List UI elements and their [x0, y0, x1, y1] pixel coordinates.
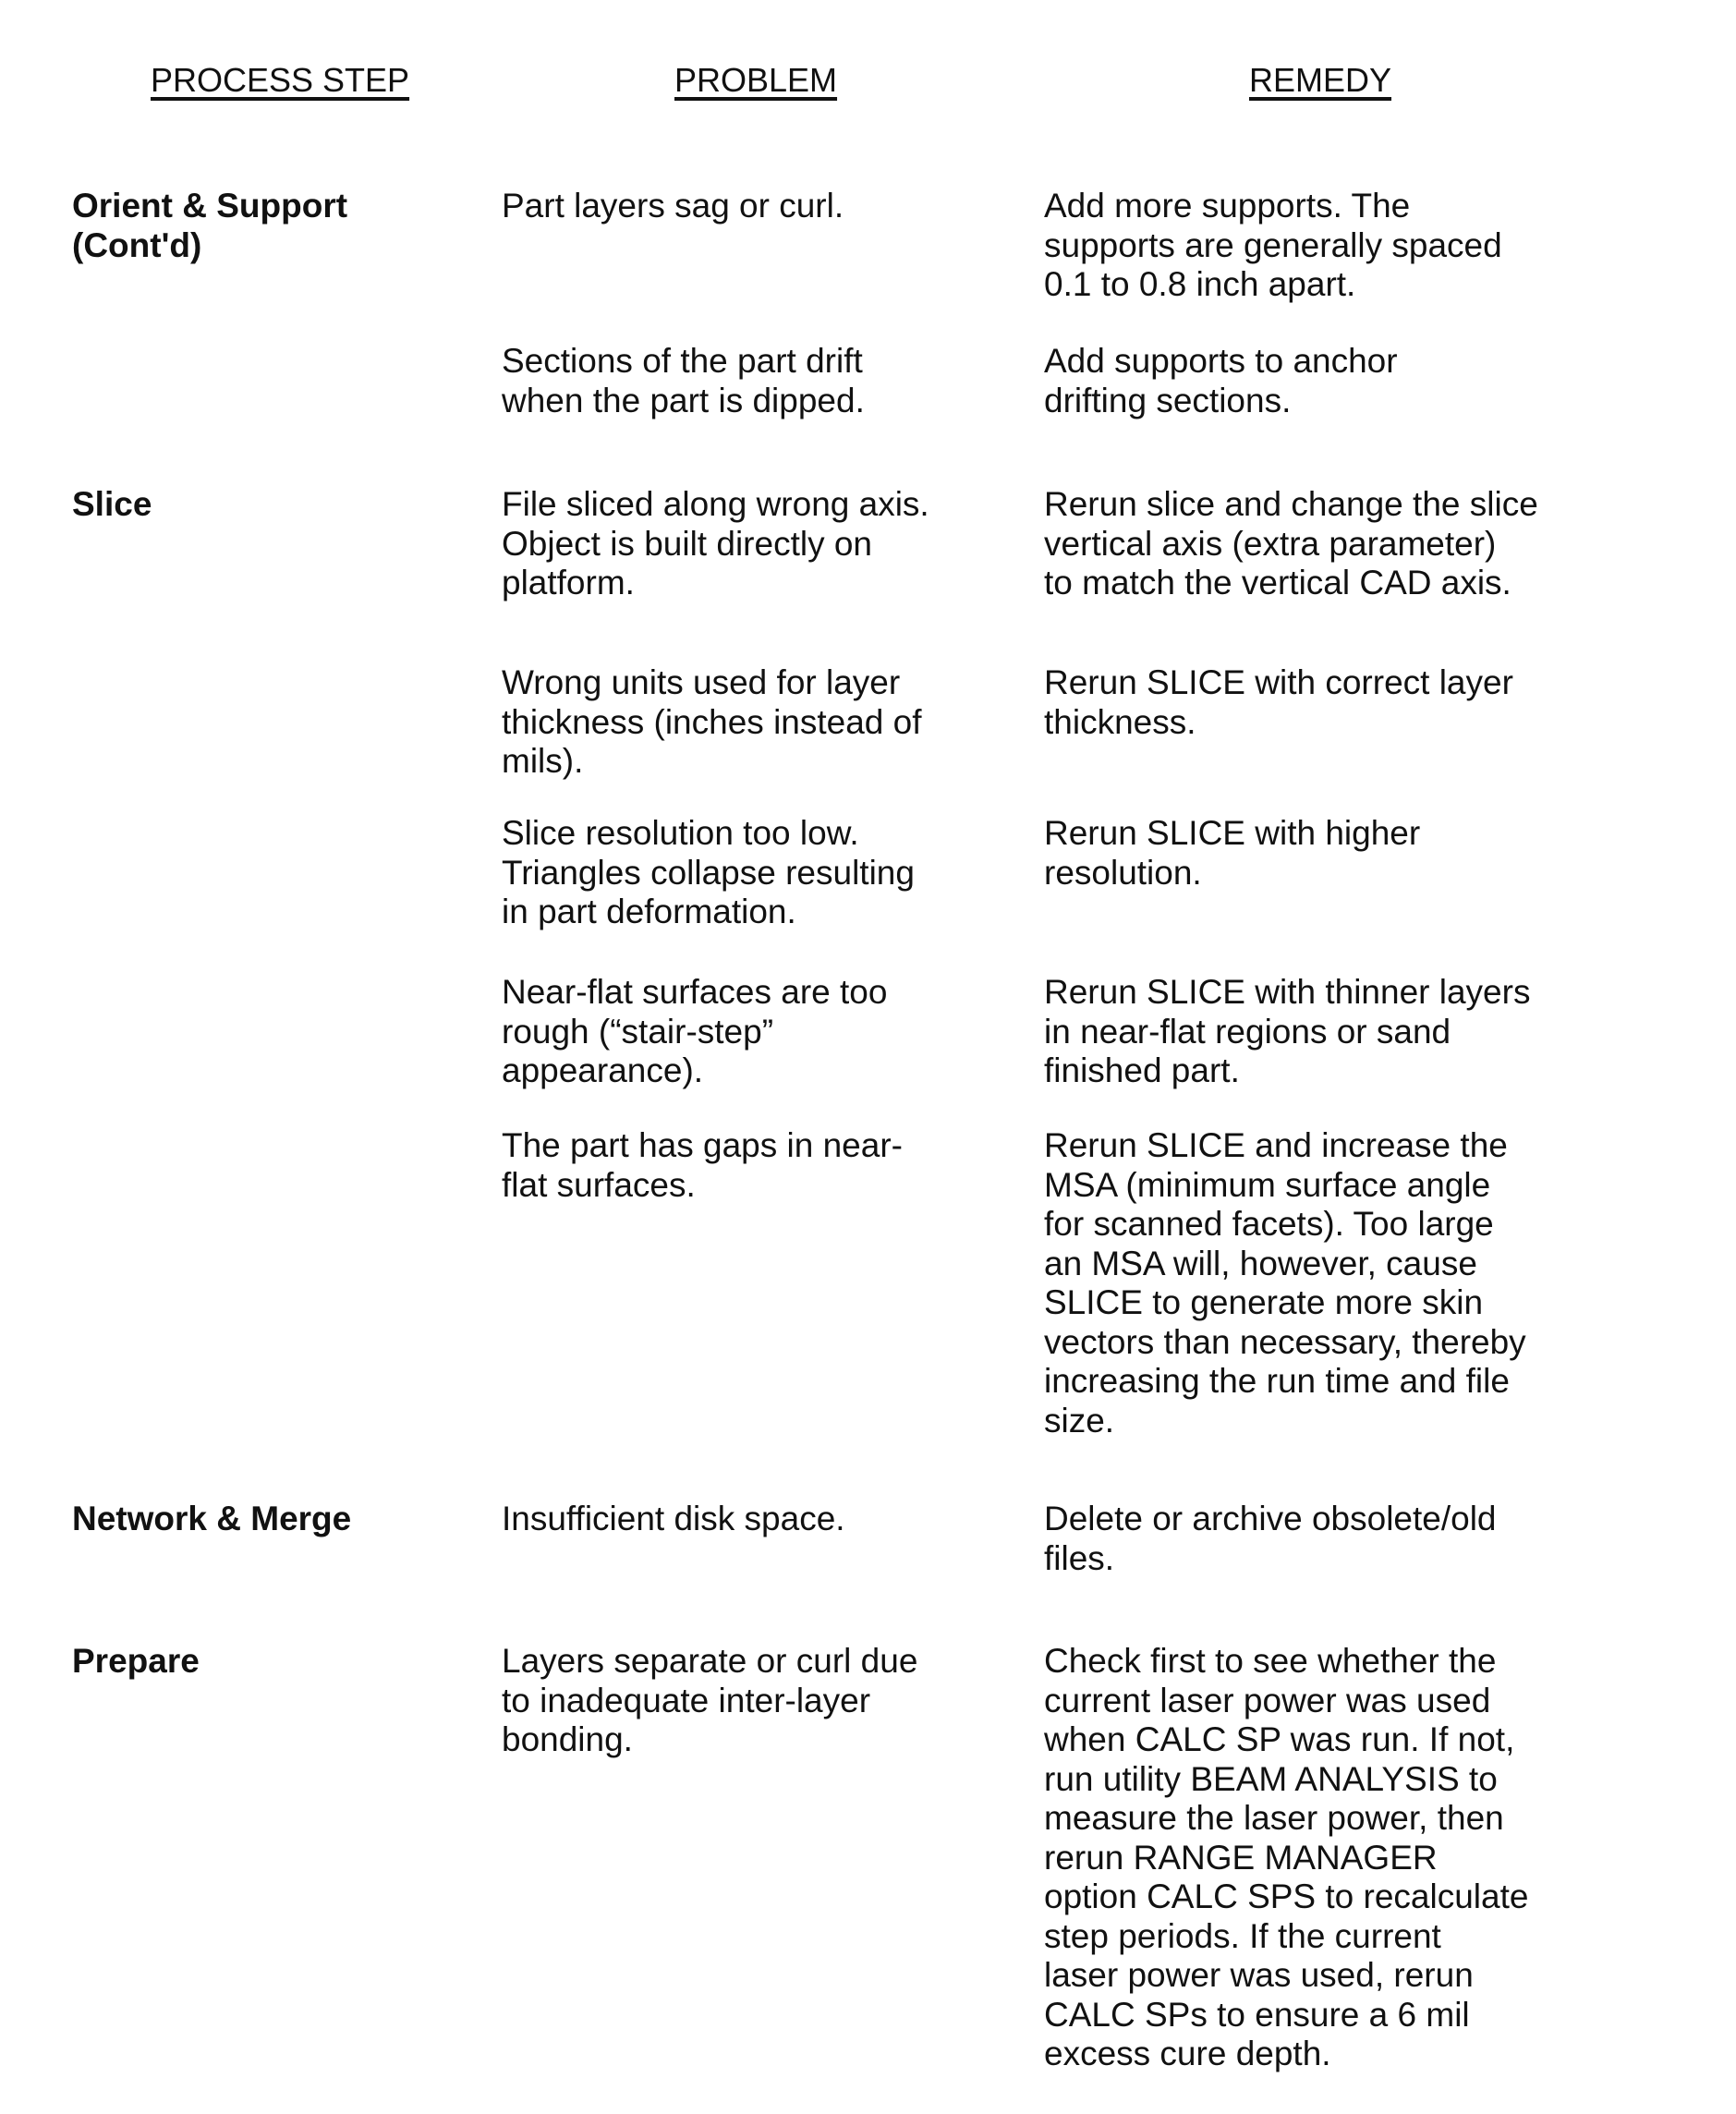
row-step: Network & Merge	[72, 1500, 351, 1539]
row-remedy: Rerun SLICE with correct layer thickness.	[1044, 663, 1513, 742]
row-problem: Sections of the part drift when the part is dipped.	[502, 342, 865, 420]
row-remedy: Rerun SLICE and increase the MSA (minimum surface angle for scanned facets). Too large an MSA will, however, cause SLICE to generate more skin vectors than necessary, thereby increasing the run time and file size.	[1044, 1126, 1526, 1440]
row-problem: Wrong units used for layer thickness (inches instead of mils).	[502, 663, 922, 782]
row-remedy: Add more supports. The supports are generally spaced 0.1 to 0.8 inch apart.	[1044, 187, 1502, 305]
row-problem: Insufficient disk space.	[502, 1500, 845, 1539]
row-step: Prepare	[72, 1642, 200, 1682]
row-remedy: Delete or archive obsolete/old files.	[1044, 1500, 1497, 1578]
row-step: Orient & Support (Cont'd)	[72, 187, 347, 265]
row-step: Slice	[72, 485, 152, 525]
row-problem: The part has gaps in near- flat surfaces.	[502, 1126, 903, 1205]
header-process-step: PROCESS STEP	[151, 61, 409, 100]
row-problem: Part layers sag or curl.	[502, 187, 844, 226]
row-remedy: Rerun SLICE with higher resolution.	[1044, 814, 1420, 893]
row-problem: File sliced along wrong axis. Object is built directly on platform.	[502, 485, 929, 603]
row-remedy: Rerun SLICE with thinner layers in near-flat regions or sand finished part.	[1044, 973, 1530, 1091]
row-remedy: Check first to see whether the current laser power was used when CALC SP was run. If not, run utility BEAM ANALYSIS to measure the laser power, then rerun RANGE MANAGER option CALC SPS to recalculate step periods. If the current laser power was used, rerun CALC SPs to ensure a 6 mil excess cure depth.	[1044, 1642, 1528, 2074]
row-problem: Slice resolution too low. Triangles collapse resulting in part deformation.	[502, 814, 915, 932]
row-remedy: Add supports to anchor drifting sections.	[1044, 342, 1398, 420]
row-problem: Near-flat surfaces are too rough (“stair-step” appearance).	[502, 973, 887, 1091]
row-remedy: Rerun slice and change the slice vertical axis (extra parameter) to match the vertical CAD axis.	[1044, 485, 1538, 603]
header-remedy: REMEDY	[1249, 61, 1391, 100]
row-problem: Layers separate or curl due to inadequate inter-layer bonding.	[502, 1642, 917, 1760]
header-problem: PROBLEM	[674, 61, 837, 100]
